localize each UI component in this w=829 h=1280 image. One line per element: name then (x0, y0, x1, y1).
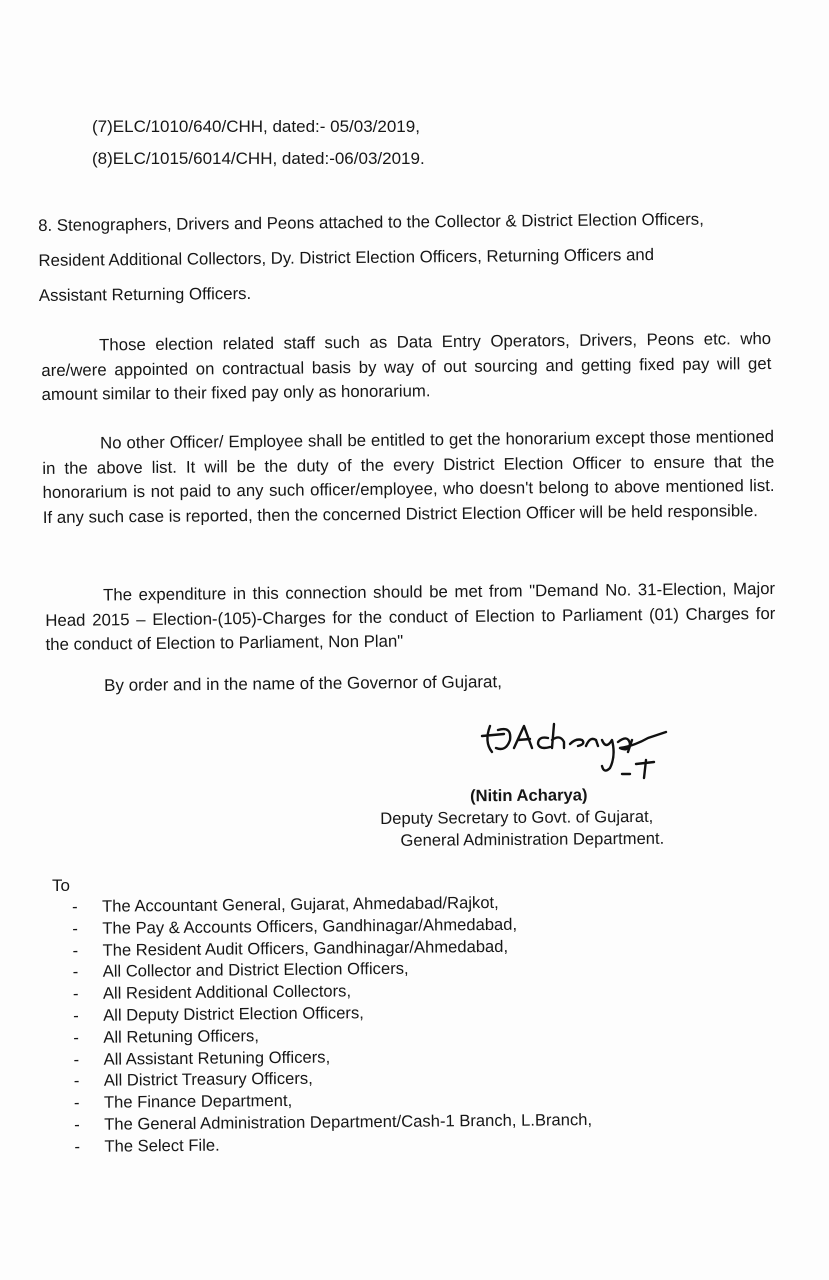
signatory-designation: Deputy Secretary to Govt. of Gujarat, (380, 806, 654, 828)
list-item-text: The Accountant General, Gujarat, Ahmedabad/Rajkot, (102, 892, 499, 916)
expenditure-paragraph: The expenditure in this connection should be met from "Demand No. 31-Election, Major Head 2015 – Election-(105)-Charges for the conduct of Election to Parliament (01) Charges for the conduct of Election to Parliament, Non Plan" (45, 578, 776, 654)
list-item-text: All Collector and District Election Officers, (102, 959, 409, 982)
to-label: To (52, 876, 70, 895)
list-bullet: - (73, 1049, 80, 1069)
contractual-staff-paragraph: Those election related staff such as Data Entry Operators, Drivers, Peons etc. who are/were appointed on contractual basis by way of out sourcing and getting fixed pay will get amount similar to their fixed pay only as honorarium. (41, 328, 772, 404)
list-bullet: - (74, 1114, 80, 1134)
list-bullet: - (73, 1071, 80, 1091)
handwritten-signature (478, 712, 678, 782)
reference-line-8: (8)ELC/1015/6014/CHH, dated:-06/03/2019. (92, 149, 425, 168)
list-bullet: - (72, 918, 78, 938)
list-item (74, 1131, 592, 1158)
list-bullet: - (72, 984, 79, 1004)
list-bullet: - (73, 1027, 79, 1047)
list-bullet: - (74, 1136, 81, 1156)
signatory-department: General Administration Department. (400, 828, 665, 850)
list-bullet: - (72, 962, 79, 982)
list-item-text: The Select File. (104, 1135, 220, 1156)
signatory-name: (Nitin Acharya) (470, 785, 588, 806)
list-item-text: The Pay & Accounts Officers, Gandhinagar/Ahmedabad, (102, 914, 518, 938)
list-item-text: All Deputy District Election Officers, (103, 1003, 364, 1025)
list-item-text: The Resident Audit Officers, Gandhinagar/Ahmedabad, (102, 936, 509, 960)
signatory-block (380, 783, 721, 852)
list-bullet: - (73, 1005, 79, 1025)
reference-line-7: (7)ELC/1010/640/CHH, dated:- 05/03/2019, (92, 117, 420, 136)
list-item-text: The General Administration Department/Cash-1 Branch, L.Branch, (104, 1109, 593, 1134)
list-bullet: - (72, 940, 79, 960)
item-8-paragraph: 8. Stenographers, Drivers and Peons attached to the Collector & District Election Officers, Resident Additional Collectors, Dy. District Election Officers, Returning Officers and Assistant Returning Officers. (38, 209, 704, 305)
list-bullet: - (72, 896, 78, 916)
distribution-list (72, 891, 592, 1158)
list-item-text: All Assistant Retuning Officers, (103, 1047, 331, 1069)
list-item-text: The Finance Department, (103, 1091, 293, 1112)
list-item-text: All Resident Additional Collectors, (102, 981, 352, 1003)
list-item-text: All District Treasury Officers, (103, 1069, 313, 1091)
list-bullet: - (73, 1093, 80, 1113)
no-other-officer-paragraph: No other Officer/ Employee shall be entitled to get the honorarium except those mentioned in the above list. It will be the duty of the every District Election Officer to ensure that the honorarium is not paid to any such officer/employee, who doesn't belong to above mentioned list. If any such case is reported, then the concerned District Election Officer will be held responsible. (42, 426, 775, 527)
order-line: By order and in the name of the Governor of Gujarat, (104, 672, 503, 695)
list-item-text: All Retuning Officers, (103, 1025, 260, 1047)
